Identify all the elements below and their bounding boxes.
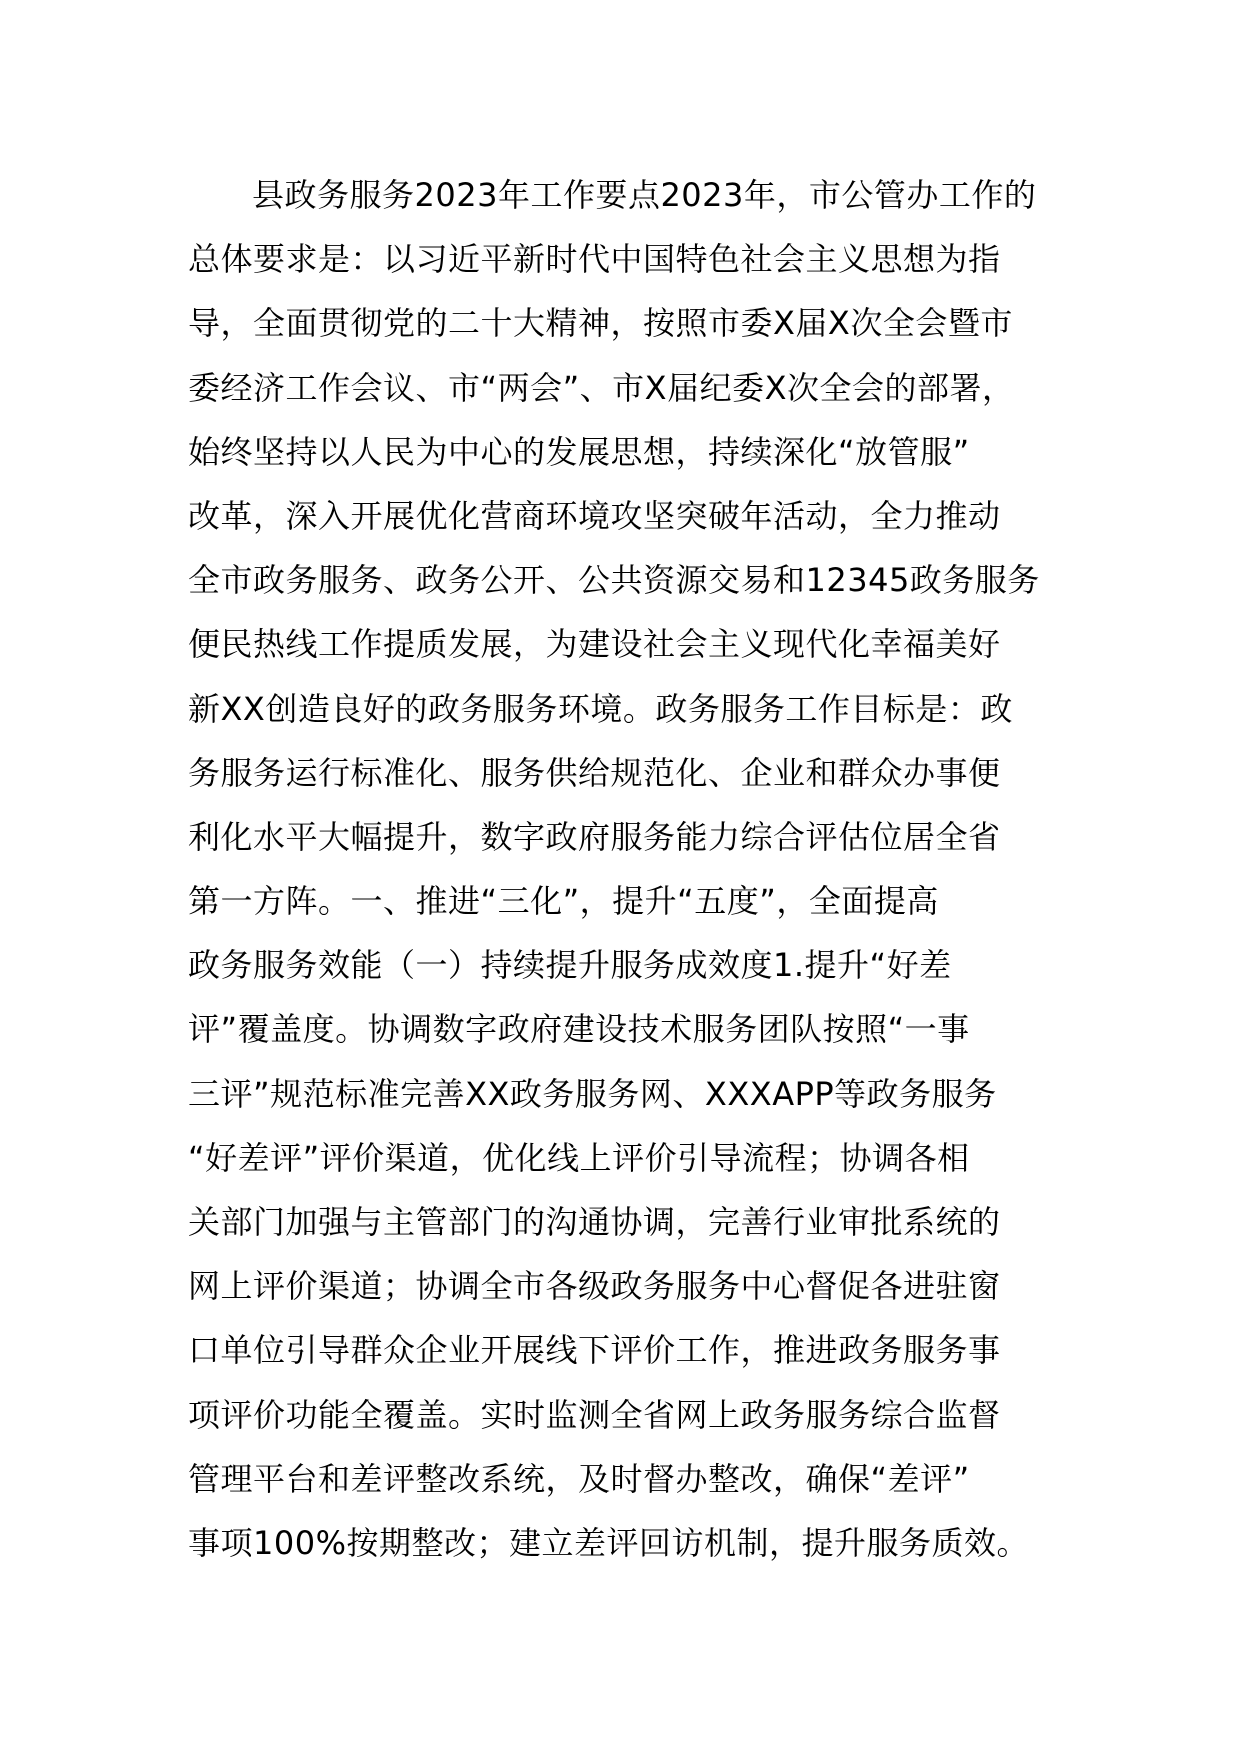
body-paragraph	[188, 163, 1088, 1575]
text-line: 新XX创造良好的政务服务环境。政务服务工作目标是：政	[188, 689, 1013, 728]
text-line: 利化水平大幅提升，数字政府服务能力综合评估位居全省	[188, 817, 1001, 856]
text-line: 评”覆盖度。协调数字政府建设技术服务团队按照“一事	[188, 1010, 970, 1049]
text-line: 口单位引导群众企业开展线下评价工作，推进政务服务事	[188, 1331, 1001, 1370]
text-line: 县政务服务2023年工作要点2023年，市公管办工作的	[252, 176, 1037, 214]
text-line: 关部门加强与主管部门的沟通协调，完善行业审批系统的	[188, 1203, 1001, 1241]
text-line: 务服务运行标准化、服务供给规范化、企业和群众办事便	[188, 753, 1001, 792]
text-line: 第一方阵。一、推进“三化”，提升“五度”，全面提高	[188, 882, 939, 921]
text-line: 政务服务效能（一）持续提升服务成效度1.提升“好差	[188, 946, 952, 985]
text-line: 管理平台和差评整改系统，及时督办整改，确保“差评”	[188, 1459, 970, 1498]
text-line: 事项100%按期整改；建立差评回访机制，提升服务质效。	[188, 1523, 1029, 1562]
text-line: 全市政务服务、政务公开、公共资源交易和12345政务服务	[188, 561, 1040, 600]
text-line: 始终坚持以人民为中心的发展思想，持续深化“放管服”	[188, 432, 970, 471]
text-line: 项评价功能全覆盖。实时监测全省网上政务服务综合监督	[188, 1395, 1001, 1434]
text-line: 三评”规范标准完善XX政务服务网、XXXAPP等政务服务	[188, 1074, 997, 1113]
text-line: 委经济工作会议、市“两会”、市X届纪委X次全会的部署，	[188, 368, 1015, 407]
text-line: 网上评价渠道；协调全市各级政务服务中心督促各进驻窗	[188, 1267, 1001, 1306]
text-line: 便民热线工作提质发展，为建设社会主义现代化幸福美好	[188, 625, 1001, 664]
text-line: 总体要求是：以习近平新时代中国特色社会主义思想为指	[188, 240, 1001, 279]
text-line: “好差评”评价渠道，优化线上评价引导流程；协调各相	[188, 1138, 970, 1177]
text-line: 改革，深入开展优化营商环境攻坚突破年活动，全力推动	[188, 496, 1001, 535]
text-line: 导，全面贯彻党的二十大精神，按照市委X届X次全会暨市	[188, 304, 1013, 343]
